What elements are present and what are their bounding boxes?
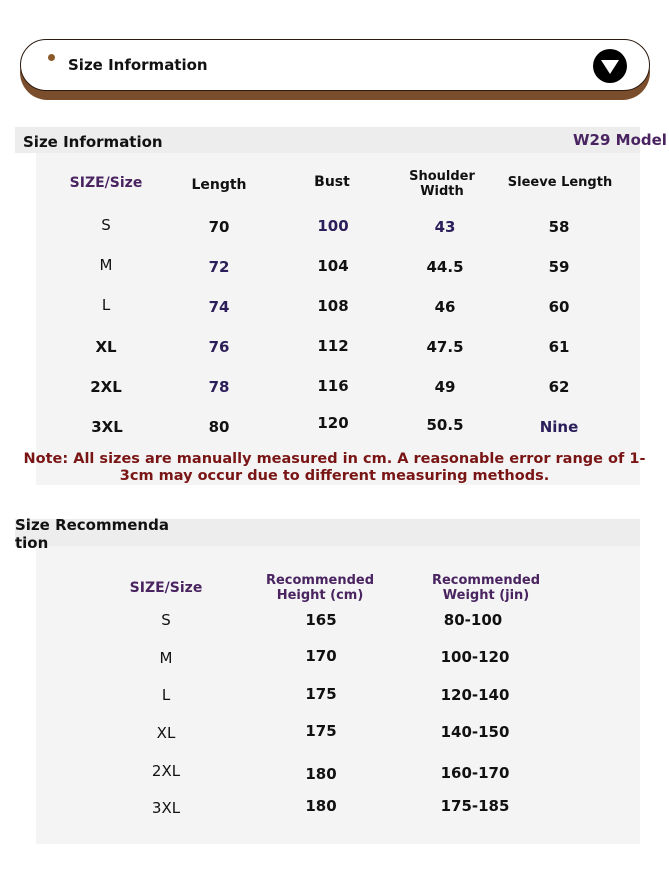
cell-length: 70: [208, 218, 230, 236]
model-label: W29 Model: [573, 131, 667, 149]
cell-weight: 80-100: [443, 611, 503, 629]
cell-shoulder: 43: [434, 218, 456, 236]
cell-sleeve: 60: [548, 298, 570, 316]
bullet-dot-icon: [48, 54, 55, 61]
expand-button[interactable]: [593, 49, 627, 83]
cell-weight: 120-140: [440, 686, 510, 704]
col-header-height: Recommended Height (cm): [265, 573, 375, 603]
cell-sleeve: 61: [548, 338, 570, 356]
cell-size: M: [159, 649, 173, 667]
cell-size: 2XL: [90, 378, 122, 396]
col-header-size: SIZE/Size: [69, 175, 143, 191]
col-header-size: SIZE/Size: [129, 580, 203, 596]
cell-size: S: [101, 216, 111, 234]
cell-shoulder: 50.5: [426, 416, 464, 434]
section-title: Size Information: [23, 133, 163, 151]
cell-weight: 100-120: [440, 648, 510, 666]
cell-shoulder: 47.5: [426, 338, 464, 356]
cell-height: 180: [305, 765, 337, 783]
cell-size: L: [161, 686, 171, 704]
cell-height: 175: [305, 722, 337, 740]
cell-sleeve: 58: [548, 218, 570, 236]
cell-length: 72: [208, 258, 230, 276]
cell-length: 76: [208, 338, 230, 356]
cell-weight: 140-150: [440, 723, 510, 741]
cell-size: 3XL: [91, 418, 123, 436]
cell-bust: 104: [317, 257, 349, 275]
col-header-bust: Bust: [314, 174, 350, 190]
cell-height: 180: [305, 797, 337, 815]
col-header-shoulder: Shoulder Width: [409, 169, 475, 199]
cell-sleeve: Nine: [539, 418, 579, 436]
measurement-note: [0, 451, 669, 485]
dropdown-title: Size Information: [68, 56, 208, 74]
col-header-weight: Recommended Weight (jin): [431, 573, 541, 603]
cell-shoulder: 44.5: [426, 258, 464, 276]
col-header-length: Length: [191, 177, 247, 193]
cell-size: S: [161, 611, 171, 629]
cell-bust: 100: [317, 217, 349, 235]
cell-shoulder: 49: [434, 378, 456, 396]
section-title: Size Recommendation: [15, 516, 169, 552]
cell-sleeve: 59: [548, 258, 570, 276]
cell-length: 80: [208, 418, 230, 436]
cell-length: 74: [208, 298, 230, 316]
cell-sleeve: 62: [548, 378, 570, 396]
cell-bust: 120: [317, 414, 349, 432]
chevron-down-icon: [593, 49, 627, 83]
cell-size: 3XL: [151, 799, 181, 817]
note-text: Note: All sizes are manually measured in cm. A reasonable error range of 1-3cm may occur due to different measuring methods.: [23, 451, 646, 484]
cell-weight: 160-170: [440, 764, 510, 782]
cell-bust: 108: [317, 297, 349, 315]
cell-size: 2XL: [151, 762, 181, 780]
cell-height: 175: [305, 685, 337, 703]
cell-shoulder: 46: [434, 298, 456, 316]
cell-bust: 116: [317, 377, 349, 395]
col-header-sleeve: Sleeve Length: [507, 175, 613, 190]
cell-size: XL: [95, 338, 117, 356]
cell-weight: 175-185: [440, 797, 510, 815]
cell-size: XL: [156, 724, 176, 742]
cell-height: 170: [305, 647, 337, 665]
cell-bust: 112: [317, 337, 349, 355]
cell-length: 78: [208, 378, 230, 396]
cell-height: 165: [305, 611, 337, 629]
cell-size: L: [101, 296, 111, 314]
cell-size: M: [99, 256, 113, 274]
